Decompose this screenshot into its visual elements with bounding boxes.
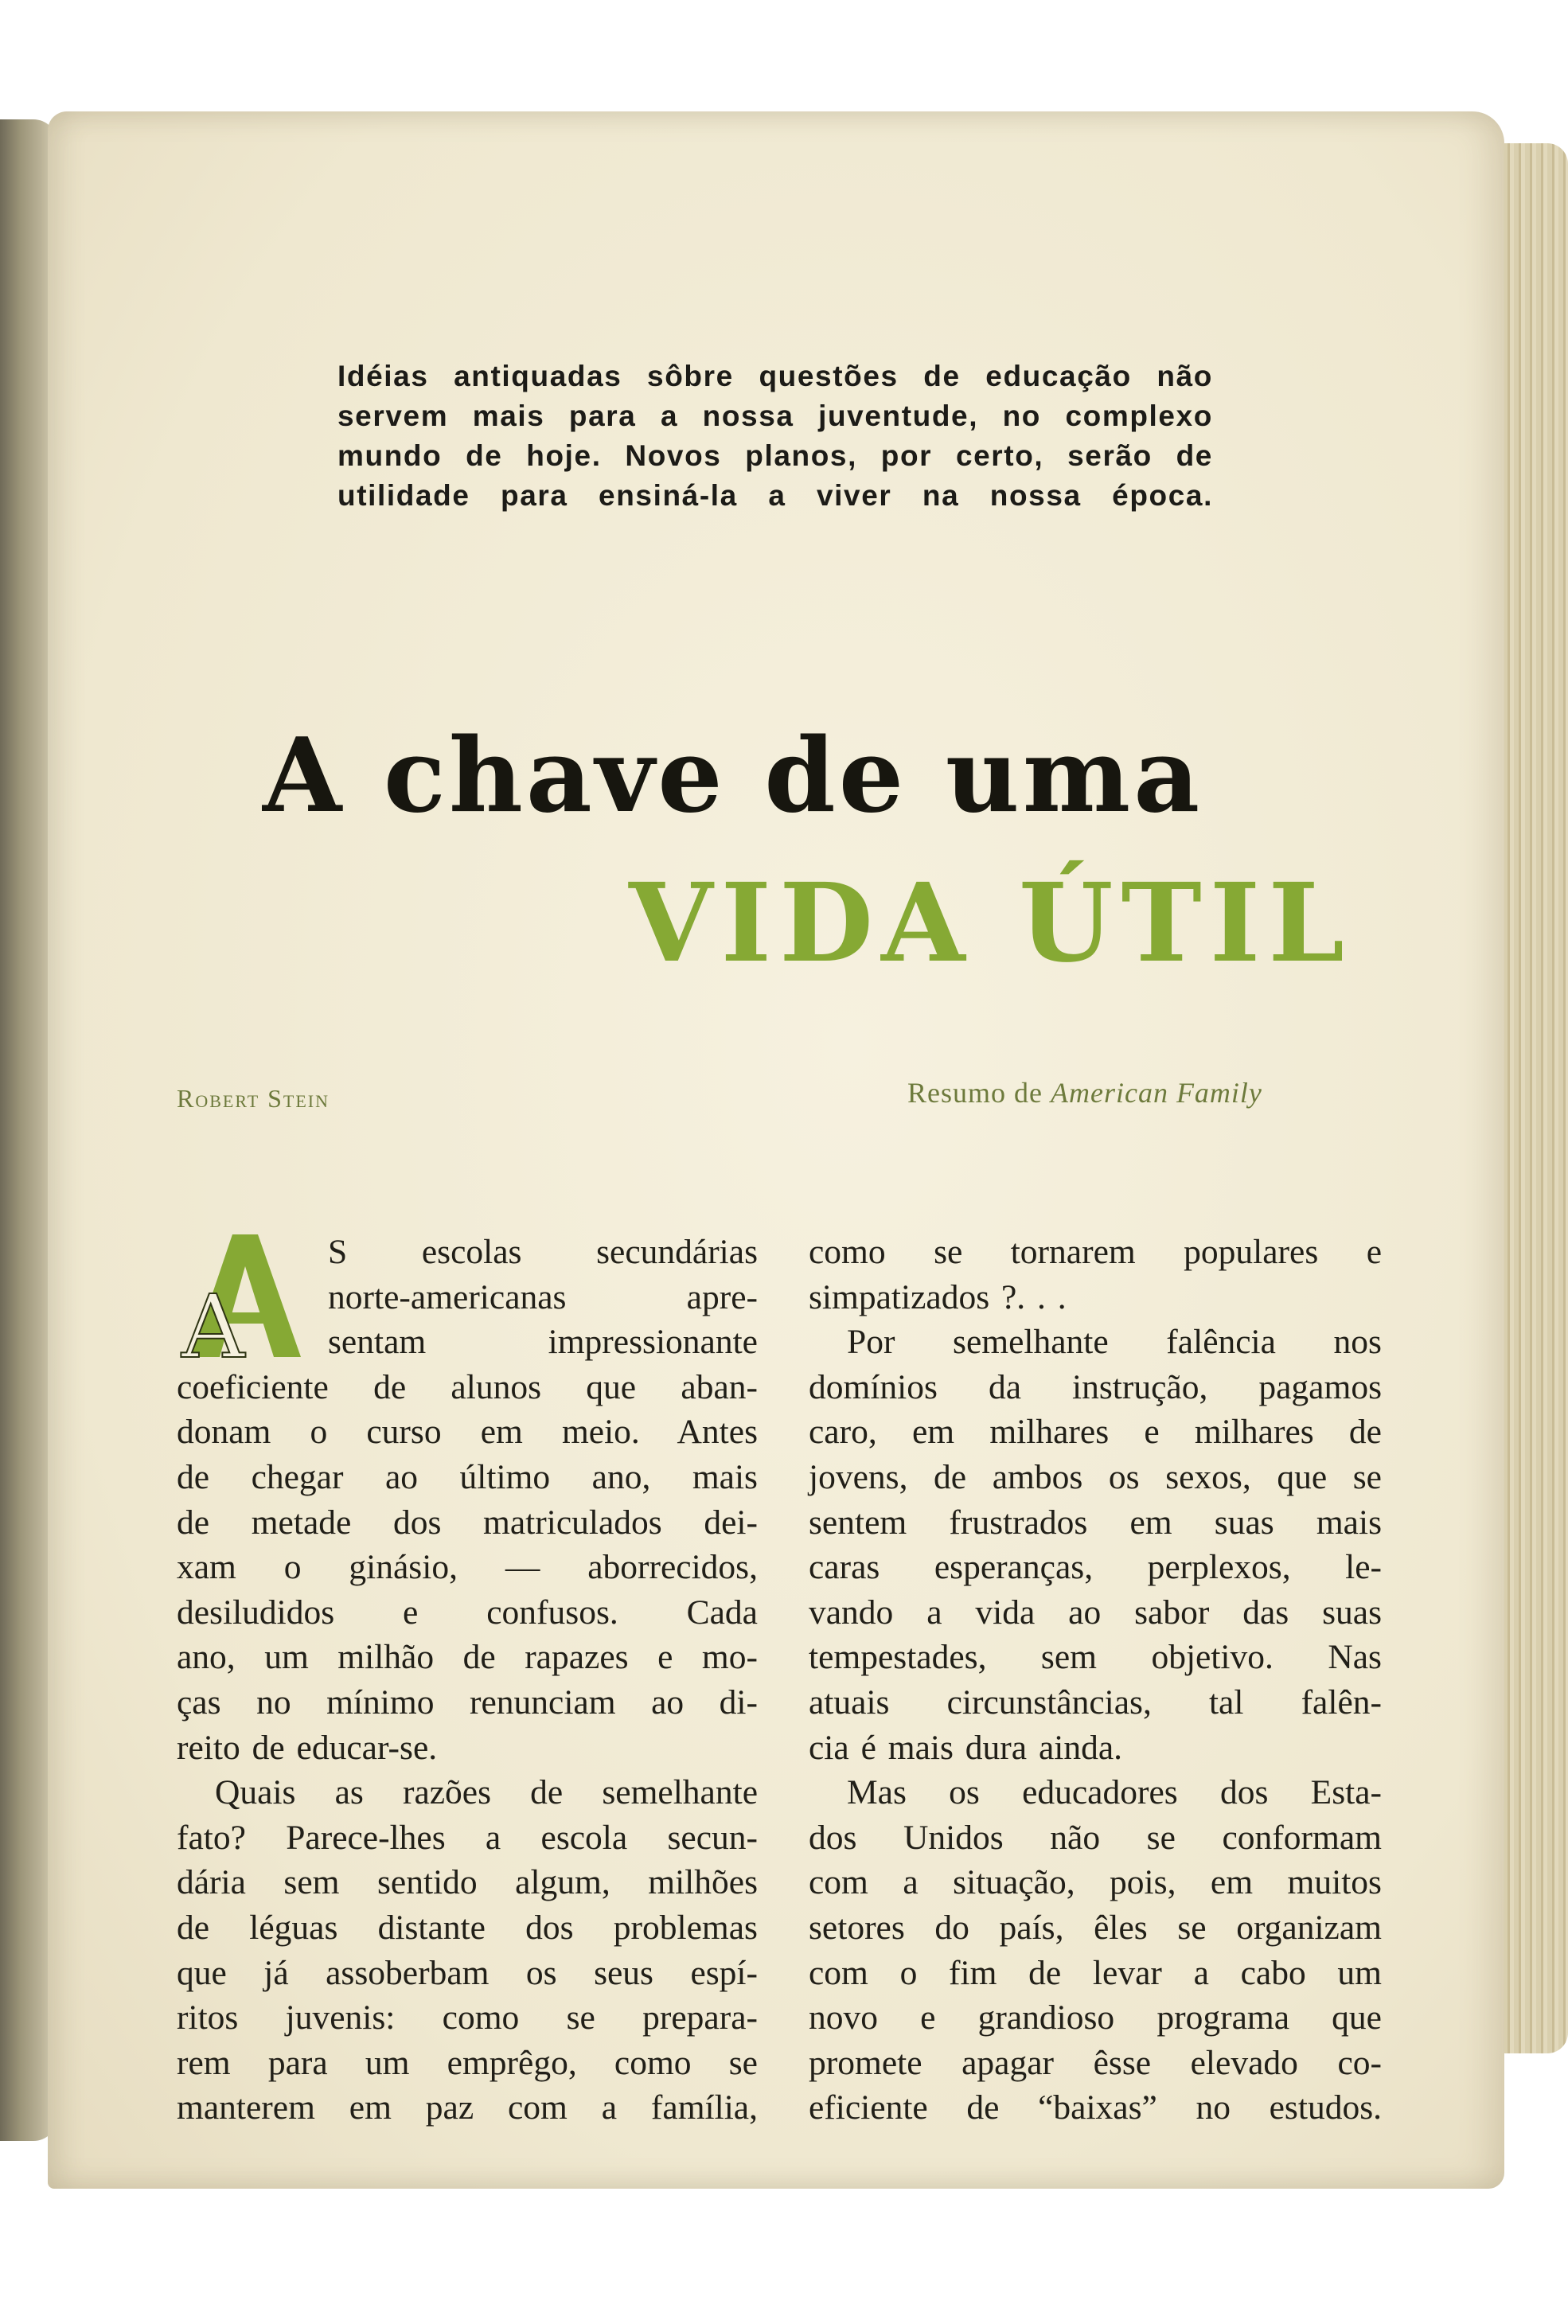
text-line: com a situação, pois, em muitos xyxy=(809,1863,1382,1902)
text-column-left xyxy=(177,1230,758,2131)
text-line: Mas os educadores dos Esta- xyxy=(847,1773,1382,1812)
text-line: S escolas secundárias xyxy=(328,1233,758,1271)
text-line: norte-americanas apre- xyxy=(328,1277,758,1316)
intro-line: mundo de hoje. Novos planos, por certo, serão de xyxy=(337,439,1213,472)
text-line: sentam impressionante xyxy=(328,1323,758,1362)
paragraph xyxy=(809,1770,1382,2131)
text-line: ças no mínimo renunciam ao di- xyxy=(177,1683,758,1722)
text-line: de léguas distante dos problemas xyxy=(177,1908,758,1947)
text-line: que já assoberbam os seus espí- xyxy=(177,1953,758,1992)
article-title-line1: A chave de uma xyxy=(263,716,1203,836)
intro-blurb xyxy=(337,357,1213,516)
paragraph xyxy=(177,1770,758,2131)
drop-cap-letter xyxy=(177,1230,314,1361)
text-line: fato? Parece-lhes a escola secun- xyxy=(177,1818,758,1857)
text-line: caras esperanças, perplexos, le- xyxy=(809,1548,1382,1587)
text-line: desiludidos e confusos. Cada xyxy=(177,1593,758,1632)
text-line: xam o ginásio, — aborrecidos, xyxy=(177,1548,758,1587)
text-column-right xyxy=(809,1230,1382,2131)
text-line: dos Unidos não se conformam xyxy=(809,1818,1382,1857)
text-line: simpatizados ?. . . xyxy=(809,1277,1067,1316)
intro-line: Idéias antiquadas sôbre questões de educação não xyxy=(337,360,1213,392)
author-name: Robert Stein xyxy=(177,1084,330,1113)
source-publication: American Family xyxy=(1050,1077,1262,1109)
text-line: vando a vida ao sabor das suas xyxy=(809,1593,1382,1632)
text-line: dária sem sentido algum, milhões xyxy=(177,1863,758,1902)
text-line: com o fim de levar a cabo um xyxy=(809,1953,1382,1992)
text-line: ano, um milhão de rapazes e mo- xyxy=(177,1638,758,1677)
text-line: promete apagar êsse elevado co- xyxy=(809,2043,1382,2082)
text-line: rem para um emprêgo, como se xyxy=(177,2043,758,2082)
text-line: eficiente de “baixas” no estudos. xyxy=(809,2088,1382,2127)
text-line: Por semelhante falência nos xyxy=(847,1323,1382,1362)
text-line: cia é mais dura ainda. xyxy=(809,1728,1123,1767)
intro-line: servem mais para a nossa juventude, no complexo xyxy=(337,400,1213,432)
text-line: donam o curso em meio. Antes xyxy=(177,1413,758,1452)
text-line: como se tornarem populares e xyxy=(809,1233,1382,1271)
drop-cap-glyph: A xyxy=(181,1276,245,1361)
text-line: ritos juvenis: como se prepara- xyxy=(177,1998,758,2037)
text-line: de metade dos matriculados dei- xyxy=(177,1503,758,1542)
text-line: tempestades, sem objetivo. Nas xyxy=(809,1638,1382,1677)
text-line: setores do país, êles se organizam xyxy=(809,1908,1382,1947)
paragraph xyxy=(809,1230,1382,1320)
source-credit xyxy=(907,1076,1262,1109)
text-line: atuais circunstâncias, tal falên- xyxy=(809,1683,1382,1722)
text-line: caro, em milhares e milhares de xyxy=(809,1413,1382,1452)
text-line: jovens, de ambos os sexos, que se xyxy=(809,1457,1382,1496)
text-line: manterem em paz com a família, xyxy=(177,2088,758,2127)
text-line: novo e grandioso programa que xyxy=(809,1998,1382,2037)
text-line: domínios da instrução, pagamos xyxy=(809,1367,1382,1406)
text-line: Quais as razões de semelhante xyxy=(215,1773,758,1812)
article-title-line2: VIDA ÚTIL xyxy=(629,860,1352,987)
paragraph xyxy=(809,1320,1382,1770)
text-line: de chegar ao último ano, mais xyxy=(177,1457,758,1496)
intro-line: utilidade para ensiná-la a viver na nossa época. xyxy=(337,479,1213,512)
source-prefix: Resumo de xyxy=(907,1077,1043,1109)
text-line: reito de educar-se. xyxy=(177,1728,438,1767)
text-line: coeficiente de alunos que aban- xyxy=(177,1367,758,1406)
text-line: sentem frustrados em suas mais xyxy=(809,1503,1382,1542)
